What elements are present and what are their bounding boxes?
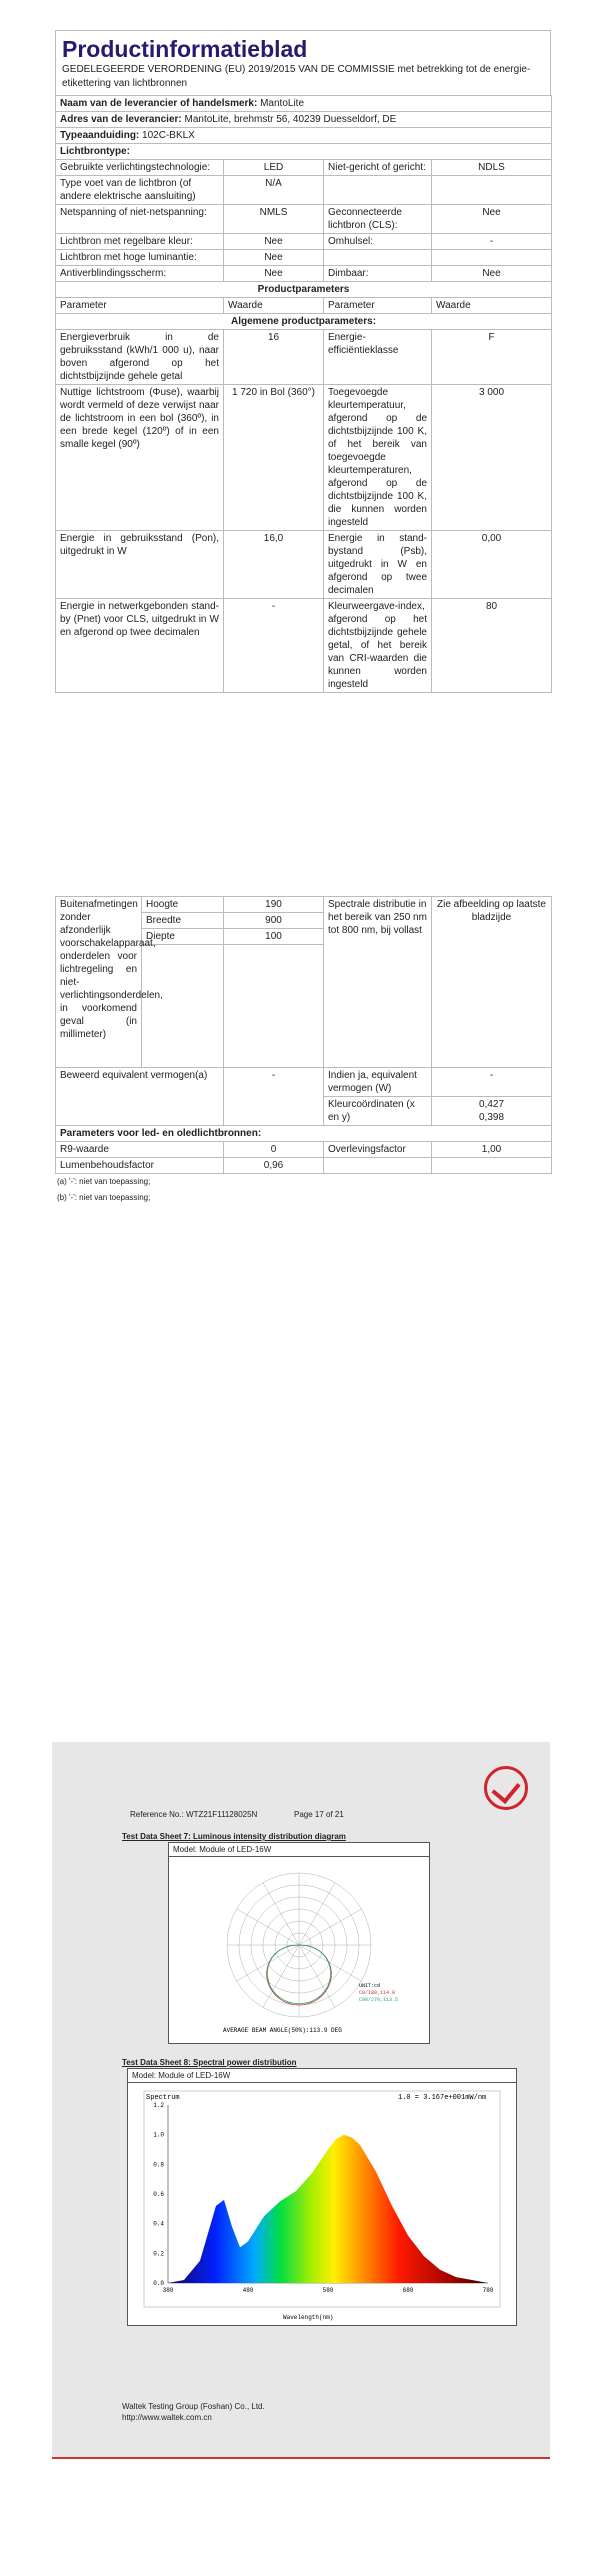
x-tick-label: 680 — [402, 2287, 414, 2294]
tunable-value: Nee — [224, 234, 324, 250]
product-information-sheet — [55, 30, 551, 693]
equiv-label: Beweerd equivalent vermogen(a) — [56, 1068, 224, 1126]
waltek-logo — [484, 1766, 528, 1810]
beam-angle-label: AVERAGE BEAM ANGLE(50%):113.9 DEG — [223, 2027, 342, 2034]
cri-label: Kleurweergave-index, afgerond op het dichtstbijzijnde gehele getal, of het bereik van CRI-waarden die kunnen worden ingesteld — [324, 599, 432, 693]
r9-value: 0 — [224, 1142, 324, 1158]
hl-label: Lichtbron met hoge luminantie: — [56, 250, 224, 266]
pnet-label: Energie in netwerkgebonden stand-by (Pnet) voor CLS, uitgedrukt in W en afgerond op twee decimalen — [56, 599, 224, 693]
spd-label: Spectrale distributie in het bereik van 250 nm tot 800 nm, bij vollast — [324, 897, 432, 1068]
polar-grid-spoke — [299, 1883, 335, 1945]
lumen-value: 0,96 — [224, 1158, 324, 1174]
x-tick-label: 580 — [322, 2287, 334, 2294]
col-value-1: Waarde — [224, 298, 324, 314]
pon-value: 16,0 — [224, 531, 324, 599]
polar-grid-spoke — [299, 1909, 361, 1945]
cls-label: Geconnecteerde lichtbron (CLS): — [324, 205, 432, 234]
psb-value: 0,00 — [432, 531, 552, 599]
footnote-b: (b) '-': niet van toepassing; — [57, 1193, 151, 1202]
reference-number: Reference No.: WTZ21F11128025N — [130, 1810, 258, 1819]
tunable-label: Lichtbron met regelbare kleur: — [56, 234, 224, 250]
spectrum-box — [127, 2068, 517, 2326]
mains-value: NMLS — [224, 205, 324, 234]
x-axis-label: Wavelength(nm) — [283, 2314, 334, 2321]
lightsource-type: Lichtbrontype: — [56, 144, 552, 160]
equiv-w-label: Indien ja, equivalent vermogen (W) — [324, 1068, 432, 1097]
y-tick-label: 0.6 — [153, 2191, 164, 2198]
general-params-heading: Algemene productparameters: — [56, 314, 552, 330]
y-tick-label: 1.2 — [153, 2102, 164, 2109]
psb-label: Energie in stand-bystand (Psb), uitgedrukt in W en afgerond op twee decimalen — [324, 531, 432, 599]
tech-value: LED — [224, 160, 324, 176]
mains-label: Netspanning of niet-netspanning: — [56, 205, 224, 234]
flux-label: Nuttige lichtstroom (Φuse), waarbij wordt vermeld of deze verwijst naar de lichtstroom in een bol (360º), in een brede kegel (120º) of in een smalle kegel (90º) — [56, 385, 224, 531]
x-tick-label: 480 — [242, 2287, 254, 2294]
surge-value: 1,00 — [432, 1142, 552, 1158]
polar-diagram — [169, 1857, 429, 2041]
height-label: Hoogte — [142, 897, 224, 913]
cls-value: Nee — [432, 205, 552, 234]
cct-value: 3 000 — [432, 385, 552, 531]
pon-label: Energie in gebruiksstand (Pon), uitgedrukt in W — [56, 531, 224, 599]
cap-label: Type voet van de lichtbron (of andere elektrische aansluiting) — [56, 176, 224, 205]
footnotes — [55, 1174, 551, 1206]
cct-label: Toegevoegde kleurtemperatuur, afgerond op de dichtstbijzijnde 100 K, of het bereik van toegevoegde kleurtemperaturen, afgerond op de dichtstbijzijnde 100 K, die kunnen worden ingesteld — [324, 385, 432, 531]
company-name: Waltek Testing Group (Foshan) Co., Ltd. — [122, 2402, 265, 2411]
address-row: Adres van de leverancier: MantoLite, brehmstr 56, 40239 Duesseldorf, DE — [56, 112, 552, 128]
glare-value: Nee — [224, 266, 324, 282]
sheet8-title: Test Data Sheet 8: Spectral power distribution — [122, 2058, 297, 2067]
col-param-2: Parameter — [324, 298, 432, 314]
x-tick-label: 780 — [482, 2287, 494, 2294]
width-label: Breedte — [142, 913, 224, 929]
col-param-1: Parameter — [56, 298, 224, 314]
y-tick-label: 0.4 — [153, 2220, 164, 2228]
product-params-heading: Productparameters — [56, 282, 552, 298]
product-information-sheet-continued — [55, 896, 551, 1206]
sheet-title: Productinformatieblad — [55, 30, 551, 63]
checkmark-icon — [491, 1774, 520, 1804]
product-table-continued — [55, 896, 552, 1174]
polar-grid-spoke — [237, 1909, 299, 1945]
depth-value: 100 — [224, 929, 324, 945]
equiv-w-value: - — [432, 1068, 552, 1097]
sheet-subtitle: GEDELEGEERDE VERORDENING (EU) 2019/2015 VAN DE COMMISSIE met betrekking tot de energie-etikettering van lichtbronnen — [55, 63, 551, 95]
equiv-value: - — [224, 1068, 324, 1126]
spectrum-chart — [128, 2083, 516, 2323]
c0-legend: C0/180,114.8 — [359, 1990, 396, 1996]
dim-value: Nee — [432, 266, 552, 282]
x-tick-label: 380 — [162, 2287, 174, 2294]
unit-label: UNIT:cd — [359, 1983, 381, 1989]
directional-label: Niet-gericht of gericht: — [324, 160, 432, 176]
col-value-2: Waarde — [432, 298, 552, 314]
chroma-value: 0,427 0,398 — [432, 1097, 552, 1126]
dim-label: Dimbaar: — [324, 266, 432, 282]
energy-value: 16 — [224, 330, 324, 385]
page-number: Page 17 of 21 — [294, 1810, 344, 1819]
sheet7-model: Model: Module of LED-16W — [169, 1843, 429, 1857]
class-value: F — [432, 330, 552, 385]
hl-value: Nee — [224, 250, 324, 266]
supplier-row: Naam van de leverancier of handelsmerk: MantoLite — [56, 96, 552, 112]
y-tick-label: 0.0 — [153, 2280, 164, 2287]
spectrum-peak-label: 1.0 = 3.167e+001mW/nm — [398, 2094, 487, 2102]
y-tick-label: 0.8 — [153, 2161, 164, 2169]
led-params-heading: Parameters voor led- en oledlichtbronnen: — [56, 1126, 552, 1142]
model-row: Typeaanduiding: 102C-BKLX — [56, 128, 552, 144]
y-tick-label: 0.2 — [153, 2250, 164, 2258]
c90-legend: C90/270,113.5 — [359, 1997, 399, 2003]
height-value: 190 — [224, 897, 324, 913]
energy-label: Energieverbruik in de gebruiksstand (kWh/1 000 u), naar boven afgerond op het dichtstbijzijnde gehele getal — [56, 330, 224, 385]
flux-value: 1 720 in Bol (360°) — [224, 385, 324, 531]
glare-label: Antiverblindingsscherm: — [56, 266, 224, 282]
sheet7-title: Test Data Sheet 7: Luminous intensity distribution diagram — [122, 1832, 346, 1841]
polar-grid-spoke — [263, 1883, 299, 1945]
tech-label: Gebruikte verlichtingstechnologie: — [56, 160, 224, 176]
spectrum-label: Spectrum — [146, 2094, 180, 2102]
footnote-a: (a) '-': niet van toepassing; — [57, 1177, 151, 1186]
product-table — [55, 95, 552, 693]
depth-label: Diepte — [142, 929, 224, 945]
width-value: 900 — [224, 913, 324, 929]
page-break — [0, 790, 603, 896]
cap-value: N/A — [224, 176, 324, 205]
envelope-label: Omhulsel: — [324, 234, 432, 250]
sheet8-model: Model: Module of LED-16W — [128, 2069, 516, 2083]
directional-value: NDLS — [432, 160, 552, 176]
dims-label: Buitenafmetingen zonder afzonderlijk voorschakelapparaat, onderdelen voor lichtregeling en niet-verlichtingsonderdelen, in voorkomend geval (in millimeter) — [56, 897, 142, 1068]
class-label: Energie-efficiëntieklasse — [324, 330, 432, 385]
pnet-value: - — [224, 599, 324, 693]
test-report-page — [52, 1742, 550, 2459]
polar-diagram-box — [168, 1842, 430, 2044]
chroma-label: Kleurcoördinaten (x en y) — [324, 1097, 432, 1126]
y-tick-label: 1.0 — [153, 2131, 164, 2139]
r9-label: R9-waarde — [56, 1142, 224, 1158]
lumen-label: Lumenbehoudsfactor — [56, 1158, 224, 1174]
envelope-value: - — [432, 234, 552, 250]
cri-value: 80 — [432, 599, 552, 693]
spd-value: Zie afbeelding op laatste bladzijde — [432, 897, 552, 1068]
surge-label: Overlevingsfactor — [324, 1142, 432, 1158]
company-url: http://www.waltek.com.cn — [122, 2413, 212, 2422]
